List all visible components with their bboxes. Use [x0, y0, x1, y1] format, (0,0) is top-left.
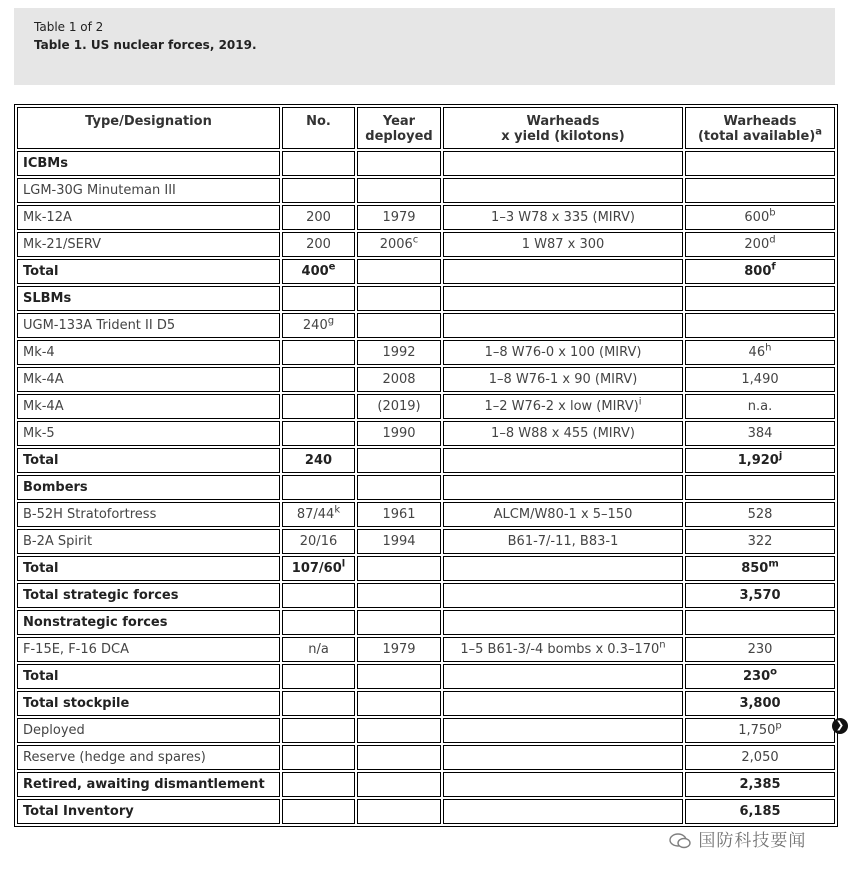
footnote-marker: j	[778, 450, 783, 462]
cell-yield	[443, 691, 683, 716]
cell-no	[282, 691, 355, 716]
cell-year	[357, 475, 441, 500]
cell-no: 87/44$^k$	[282, 502, 355, 527]
footnote-marker: b	[769, 207, 776, 219]
cell-year	[357, 664, 441, 689]
cell-year: 1961	[357, 502, 441, 527]
table-row	[17, 151, 835, 176]
cell-type: Reserve (hedge and spares)	[17, 745, 280, 770]
cell-type: Mk-5	[17, 421, 280, 446]
cell-total	[685, 610, 835, 635]
table-row	[17, 421, 835, 446]
cell-yield	[443, 151, 683, 176]
cell-type: Total strategic forces	[17, 583, 280, 608]
header-total: Warheads (total available)$^a$	[685, 107, 835, 149]
table-row	[17, 691, 835, 716]
cell-type: LGM-30G Minuteman III	[17, 178, 280, 203]
cell-year: 1990	[357, 421, 441, 446]
cell-year: 1994	[357, 529, 441, 554]
cell-no	[282, 583, 355, 608]
cell-total: 850$^m$	[685, 556, 835, 581]
footnote-marker: d	[769, 234, 776, 246]
cell-year	[357, 691, 441, 716]
cell-total	[685, 178, 835, 203]
cell-total	[685, 286, 835, 311]
cell-no: 200	[282, 232, 355, 257]
cell-yield	[443, 718, 683, 743]
cell-no	[282, 421, 355, 446]
cell-yield: 1–8 W88 x 455 (MIRV)	[443, 421, 683, 446]
cell-type: B-2A Spirit	[17, 529, 280, 554]
cell-no: 107/60$^l$	[282, 556, 355, 581]
table-row	[17, 718, 835, 743]
cell-type: Retired, awaiting dismantlement	[17, 772, 280, 797]
footnote-marker: i	[638, 396, 642, 408]
cell-type: Mk-4	[17, 340, 280, 365]
cell-type: F-15E, F-16 DCA	[17, 637, 280, 662]
header-type: Type/Designation	[17, 107, 280, 149]
cell-total: 3,570	[685, 583, 835, 608]
table-row	[17, 232, 835, 257]
cell-no	[282, 367, 355, 392]
cell-yield	[443, 583, 683, 608]
cell-year	[357, 610, 441, 635]
cell-yield	[443, 799, 683, 824]
footnote-marker: o	[770, 666, 777, 678]
cell-year	[357, 178, 441, 203]
cell-yield: B61-7/-11, B83-1	[443, 529, 683, 554]
header-yield: Warheads x yield (kilotons)	[443, 107, 683, 149]
footnote-marker: e	[328, 261, 336, 273]
table-row	[17, 637, 835, 662]
cell-year	[357, 286, 441, 311]
cell-year	[357, 799, 441, 824]
table-row	[17, 259, 835, 284]
table-row	[17, 772, 835, 797]
cell-year	[357, 151, 441, 176]
cell-total: 384	[685, 421, 835, 446]
cell-total	[685, 313, 835, 338]
cell-yield	[443, 610, 683, 635]
table-row	[17, 367, 835, 392]
cell-total: 1,750$^p$	[685, 718, 835, 743]
cell-total: 2,050	[685, 745, 835, 770]
table-row	[17, 313, 835, 338]
cell-yield	[443, 772, 683, 797]
table-row	[17, 394, 835, 419]
cell-no	[282, 151, 355, 176]
cell-year	[357, 313, 441, 338]
cell-no	[282, 340, 355, 365]
cell-yield: 1–2 W76-2 x low (MIRV)$^i$	[443, 394, 683, 419]
nuclear-forces-table	[14, 104, 838, 827]
cell-type: UGM-133A Trident II D5	[17, 313, 280, 338]
table-row	[17, 448, 835, 473]
cell-year: 1992	[357, 340, 441, 365]
wechat-icon	[668, 832, 692, 850]
cell-total: 46$^h$	[685, 340, 835, 365]
table-title: Table 1. US nuclear forces, 2019.	[34, 38, 257, 52]
cell-yield	[443, 745, 683, 770]
cell-no: 400e	[282, 259, 355, 284]
cell-year: 2006$^c$	[357, 232, 441, 257]
table-row	[17, 799, 835, 824]
cell-type: SLBMs	[17, 286, 280, 311]
cell-yield	[443, 475, 683, 500]
cell-yield	[443, 178, 683, 203]
cell-no	[282, 610, 355, 635]
cell-total	[685, 151, 835, 176]
cell-total: 322	[685, 529, 835, 554]
cell-yield	[443, 313, 683, 338]
cell-type: Mk-4A	[17, 394, 280, 419]
cell-yield: 1–5 B61-3/-4 bombs x 0.3–170$^n$	[443, 637, 683, 662]
cell-no	[282, 475, 355, 500]
watermark-text: 国防科技要闻	[698, 831, 807, 851]
cell-year	[357, 448, 441, 473]
table-row	[17, 205, 835, 230]
table-row	[17, 745, 835, 770]
cell-type: Mk-4A	[17, 367, 280, 392]
cell-no: 200	[282, 205, 355, 230]
cell-type: Total	[17, 259, 280, 284]
cell-year	[357, 259, 441, 284]
footnote-marker: f	[771, 261, 776, 273]
cell-no	[282, 718, 355, 743]
footnote-marker: k	[334, 504, 341, 516]
cell-type: B-52H Stratofortress	[17, 502, 280, 527]
cell-year: (2019)	[357, 394, 441, 419]
table-row	[17, 529, 835, 554]
table-header-row	[17, 107, 835, 149]
cell-type: Total	[17, 556, 280, 581]
table-row	[17, 340, 835, 365]
footnote-marker: p	[775, 720, 782, 732]
cell-yield	[443, 259, 683, 284]
cell-year	[357, 556, 441, 581]
cell-total: 1,490	[685, 367, 835, 392]
cell-total: 200$^d$	[685, 232, 835, 257]
cell-total: 230	[685, 637, 835, 662]
cell-no	[282, 178, 355, 203]
cell-yield	[443, 448, 683, 473]
table-row	[17, 178, 835, 203]
cell-no	[282, 799, 355, 824]
cell-type: Bombers	[17, 475, 280, 500]
cell-yield: 1–8 W76-0 x 100 (MIRV)	[443, 340, 683, 365]
cell-year	[357, 745, 441, 770]
cell-year	[357, 772, 441, 797]
cell-type: Mk-12A	[17, 205, 280, 230]
cell-year: 1979	[357, 637, 441, 662]
cell-year	[357, 583, 441, 608]
cell-yield	[443, 664, 683, 689]
cell-total: 800$^f$	[685, 259, 835, 284]
table-row	[17, 286, 835, 311]
cell-total: 2,385	[685, 772, 835, 797]
cell-no	[282, 745, 355, 770]
cell-type: Total	[17, 664, 280, 689]
cell-type: ICBMs	[17, 151, 280, 176]
table-counter: Table 1 of 2	[34, 20, 104, 34]
cell-total: 3,800	[685, 691, 835, 716]
footnote-marker: m	[768, 558, 779, 570]
watermark	[668, 826, 828, 856]
cell-year: 1979	[357, 205, 441, 230]
cell-no: n/a	[282, 637, 355, 662]
header-year: Year deployed	[357, 107, 441, 149]
table-row	[17, 583, 835, 608]
cell-type: Deployed	[17, 718, 280, 743]
cell-no: 240$^g$	[282, 313, 355, 338]
cell-total: 600$^b$	[685, 205, 835, 230]
cell-type: Mk-21/SERV	[17, 232, 280, 257]
cell-total: 528	[685, 502, 835, 527]
footnote-marker: c	[412, 234, 419, 246]
cell-type: Total Inventory	[17, 799, 280, 824]
cell-total	[685, 475, 835, 500]
footnote-marker: l	[341, 558, 346, 570]
table-row	[17, 664, 835, 689]
table-row	[17, 610, 835, 635]
cell-no: 240	[282, 448, 355, 473]
cell-total: 230$^o$	[685, 664, 835, 689]
cell-no	[282, 394, 355, 419]
header-no: No.	[282, 107, 355, 149]
cell-yield	[443, 286, 683, 311]
cell-type: Total stockpile	[17, 691, 280, 716]
table-row	[17, 475, 835, 500]
cell-no	[282, 772, 355, 797]
cell-no	[282, 286, 355, 311]
table-row	[17, 556, 835, 581]
cell-yield: 1–3 W78 x 335 (MIRV)	[443, 205, 683, 230]
footnote-marker: n	[659, 639, 666, 651]
next-table-arrow-icon[interactable]: ❯	[832, 718, 848, 734]
cell-type: Total	[17, 448, 280, 473]
cell-year	[357, 718, 441, 743]
table-row	[17, 502, 835, 527]
cell-year: 2008	[357, 367, 441, 392]
cell-yield: 1 W87 x 300	[443, 232, 683, 257]
cell-type: Nonstrategic forces	[17, 610, 280, 635]
table-caption	[14, 8, 835, 85]
footnote-marker: g	[327, 315, 335, 327]
cell-yield: 1–8 W76-1 x 90 (MIRV)	[443, 367, 683, 392]
cell-total: 1,920$^j$	[685, 448, 835, 473]
cell-no: 20/16	[282, 529, 355, 554]
table-body	[17, 151, 835, 824]
footnote-marker: h	[765, 342, 772, 354]
cell-total: n.a.	[685, 394, 835, 419]
cell-total: 6,185	[685, 799, 835, 824]
cell-yield	[443, 556, 683, 581]
cell-no	[282, 664, 355, 689]
cell-yield: ALCM/W80-1 x 5–150	[443, 502, 683, 527]
